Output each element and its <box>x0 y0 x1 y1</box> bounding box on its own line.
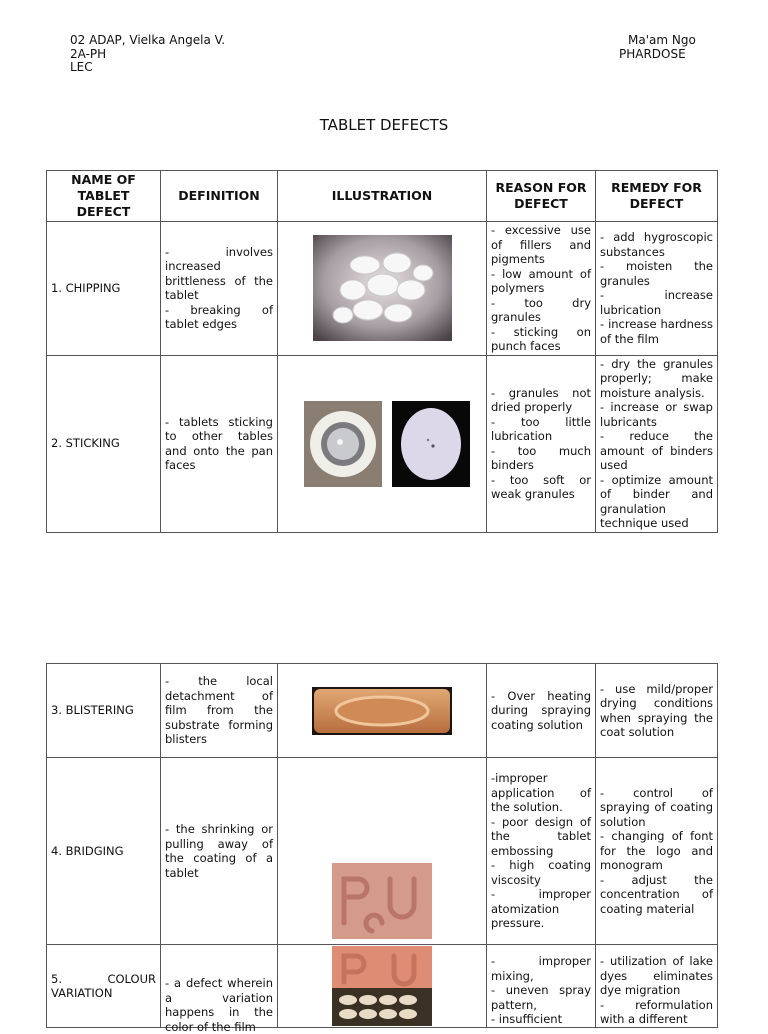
bridging-tablet-photo <box>332 835 432 943</box>
chipped-tablets-photo <box>313 235 452 341</box>
defect-reasons: - excessive use of fillers and pigments - low amount of polymers - too dry granules - sticking on punch faces <box>487 222 596 356</box>
defect-reasons: - Over heating during spraying coating solution <box>487 664 596 758</box>
student-info <box>70 34 225 75</box>
defect-name: 1. CHIPPING <box>47 222 161 356</box>
defects-table-part-2 <box>46 663 718 1034</box>
defect-definition: - the local detachment of film from the substrate forming blisters <box>161 664 278 758</box>
blistered-tablet-photo <box>312 687 452 735</box>
instructor-info <box>619 34 696 61</box>
column-header-remedy: REMEDY FOR DEFECT <box>596 171 718 222</box>
column-header-definition: DEFINITION <box>161 171 278 222</box>
illustration-bridging <box>278 758 487 945</box>
defect-remedies: - use mild/proper drying conditions when spraying the coat solution <box>596 664 718 758</box>
defect-definition: - involves increased brittleness of the tablet - breaking of tablet edges <box>161 222 278 356</box>
illustration-chipping <box>278 222 487 356</box>
sticking-tablets-photo <box>292 400 472 488</box>
column-header-illustration: ILLUSTRATION <box>278 171 487 222</box>
table-row <box>47 222 718 356</box>
student-name: 02 ADAP, Vielka Angela V. <box>70 33 226 47</box>
table-row <box>47 945 718 1028</box>
defect-name: 2. STICKING <box>47 355 161 532</box>
colour-variation-tablets-photo <box>332 946 432 1026</box>
defect-name: 5. COLOUR VARIATION <box>47 945 161 1028</box>
defect-remedies: - control of spraying of coating solution - changing of font for the logo and monogram - adjust the concentration of coating material <box>596 758 718 945</box>
student-section: 2A-PH <box>70 46 107 61</box>
defects-table-part-1 <box>46 170 718 533</box>
course-code: PHARDOSE <box>619 46 686 61</box>
illustration-colour-variation <box>278 945 487 1028</box>
table-row <box>47 758 718 945</box>
illustration-blistering <box>278 664 487 758</box>
table-header-row <box>47 171 718 222</box>
instructor-name: Ma'am Ngo <box>628 33 696 47</box>
document-title: TABLET DEFECTS <box>319 116 449 134</box>
defect-definition: - the shrinking or pulling away of the coating of a tablet <box>161 758 278 945</box>
table-row <box>47 664 718 758</box>
column-header-name: NAME OF TABLET DEFECT <box>47 171 161 222</box>
class-type: LEC <box>70 60 93 74</box>
defect-definition: - a defect wherein a variation happens in the color of the film <box>161 945 278 1028</box>
defect-remedies: - add hygroscopic substances - moisten the granules - increase lubrication - increase hardness of the film <box>596 222 718 356</box>
defect-reasons: -improper application of the solution. - poor design of the tablet embossing - high coating viscosity - improper atomization pressure. <box>487 758 596 945</box>
defect-name: 3. BLISTERING <box>47 664 161 758</box>
illustration-sticking <box>278 355 487 532</box>
defect-remedies: - dry the granules properly; make moisture analysis. - increase or swap lubricants - reduce the amount of binders used - optimize amount of binder and granulation technique used <box>596 355 718 532</box>
column-header-reason: REASON FOR DEFECT <box>487 171 596 222</box>
defect-reasons: - granules not dried properly - too little lubrication - too much binders - too soft or weak granules <box>487 355 596 532</box>
defect-remedies: - utilization of lake dyes eliminates dye migration - reformulation with a different <box>596 945 718 1028</box>
table-row <box>47 355 718 532</box>
defect-reasons: - improper mixing, - uneven spray pattern, - insufficient <box>487 945 596 1028</box>
defect-definition: - tablets sticking to other tables and onto the pan faces <box>161 355 278 532</box>
defect-name: 4. BRIDGING <box>47 758 161 945</box>
